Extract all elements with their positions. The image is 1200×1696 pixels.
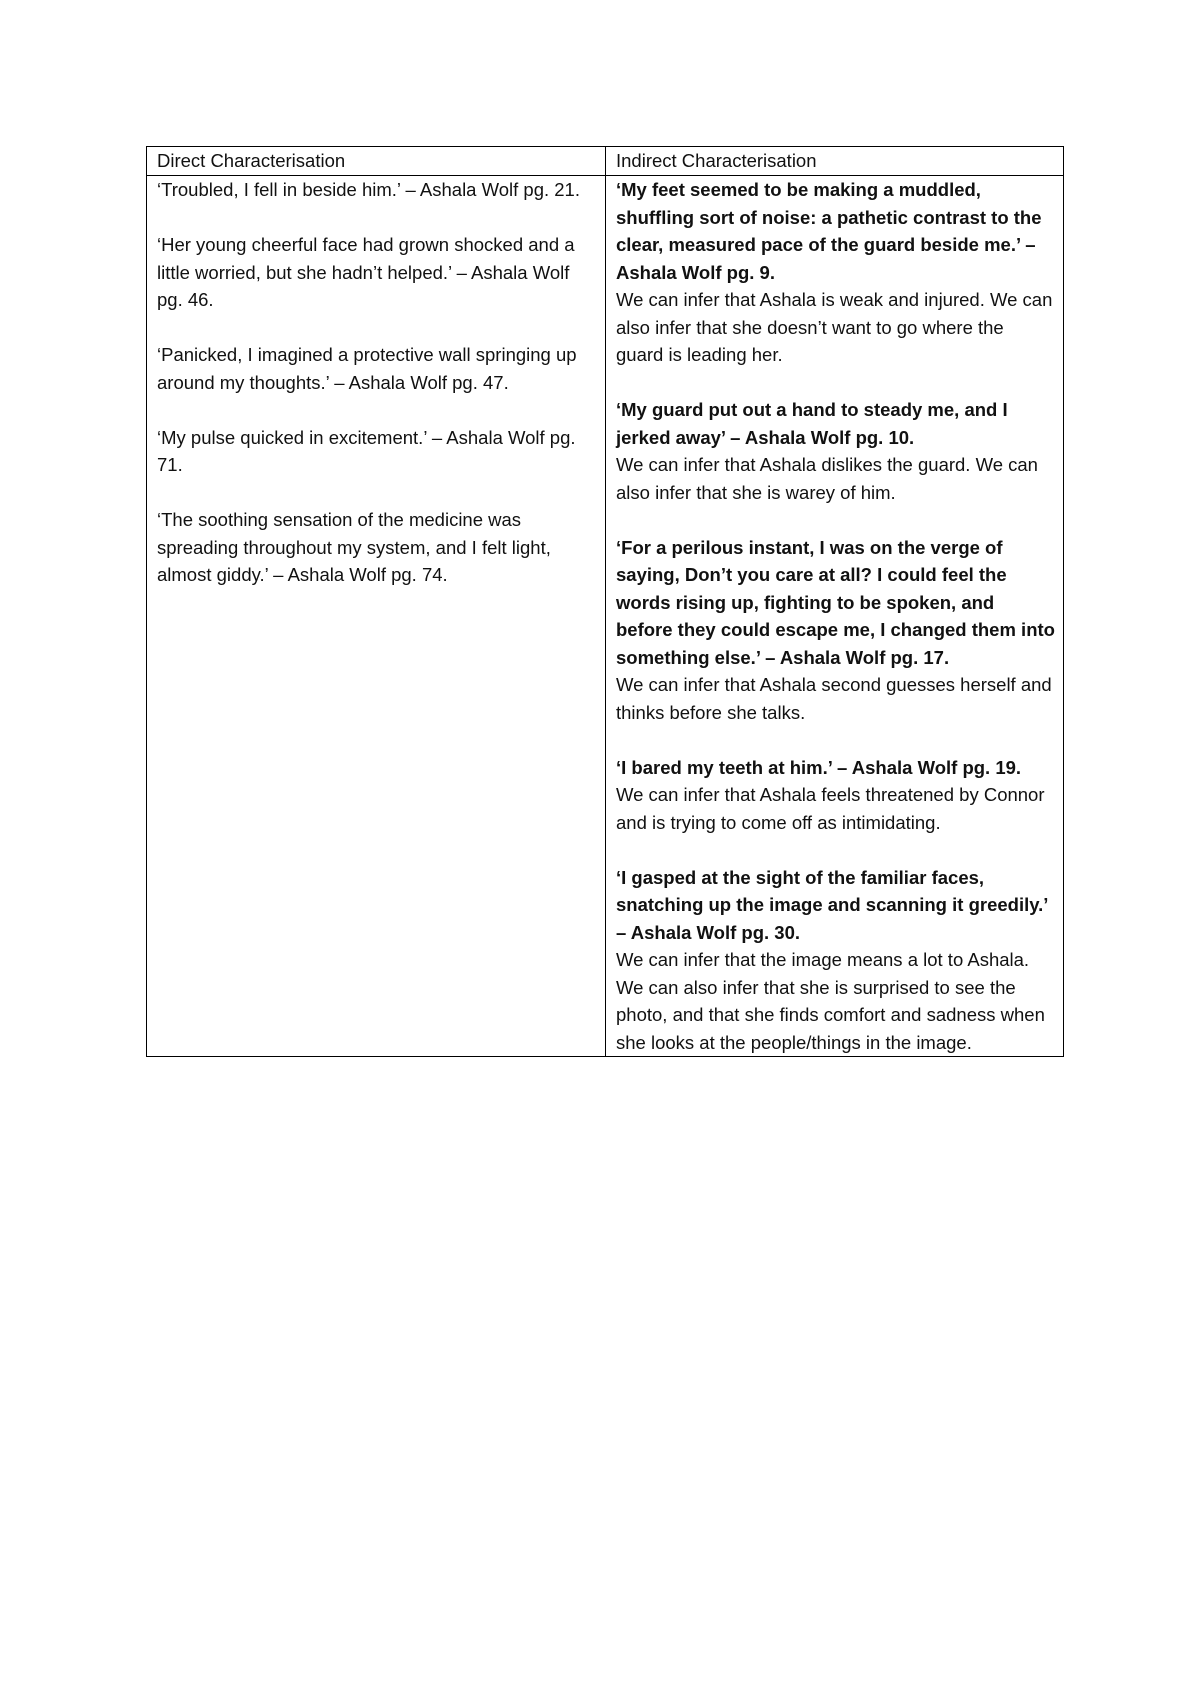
indirect-entry-4 xyxy=(616,754,1055,837)
table-row xyxy=(147,176,1064,1057)
characterisation-table xyxy=(146,146,1064,1057)
indirect-quote-1: ‘My feet seemed to be making a muddled, shuffling sort of noise: a pathetic contrast to the clear, measured pace of the guard beside me.’ – Ashala Wolf pg. 9. xyxy=(616,179,1042,283)
indirect-inference-1: We can infer that Ashala is weak and injured. We can also infer that she doesn’t want to go where the guard is leading her. xyxy=(616,289,1053,365)
indirect-entry-2 xyxy=(616,396,1055,506)
indirect-entry-3 xyxy=(616,534,1055,727)
direct-quote-5: ‘The soothing sensation of the medicine was spreading throughout my system, and I felt light, almost giddy.’ – Ashala Wolf pg. 74. xyxy=(157,509,551,585)
indirect-inference-2: We can infer that Ashala dislikes the guard. We can also infer that she is warey of him. xyxy=(616,454,1038,503)
indirect-quote-4: ‘I bared my teeth at him.’ – Ashala Wolf pg. 19. xyxy=(616,756,1022,778)
header-indirect-characterisation: Indirect Characterisation xyxy=(606,147,1064,176)
direct-quote-2: ‘Her young cheerful face had grown shocked and a little worried, but she hadn’t helped.’ – Ashala Wolf pg. 46. xyxy=(157,234,575,310)
direct-quote-1: ‘Troubled, I fell in beside him.’ – Ashala Wolf pg. 21. xyxy=(157,179,580,200)
indirect-inference-5: We can infer that the image means a lot to Ashala. We can also infer that she is surprised to see the photo, and that she finds comfort and sadness when she looks at the people/things in the image. xyxy=(616,949,1045,1053)
header-direct-characterisation: Direct Characterisation xyxy=(147,147,606,176)
direct-quote-3: ‘Panicked, I imagined a protective wall springing up around my thoughts.’ – Ashala Wolf pg. 47. xyxy=(157,344,577,393)
direct-characterisation-cell xyxy=(147,176,606,1057)
indirect-entry-5 xyxy=(616,864,1055,1057)
indirect-inference-4: We can infer that Ashala feels threatened by Connor and is trying to come off as intimidating. xyxy=(616,784,1045,833)
indirect-quote-2: ‘My guard put out a hand to steady me, and I jerked away’ – Ashala Wolf pg. 10. xyxy=(616,399,1008,448)
table-header-row xyxy=(147,147,1064,176)
indirect-quote-5: ‘I gasped at the sight of the familiar faces, snatching up the image and scanning it greedily.’ – Ashala Wolf pg. 30. xyxy=(616,866,1048,943)
indirect-quote-3: ‘For a perilous instant, I was on the verge of saying, Don’t you care at all? I could feel the words rising up, fighting to be spoken, and before they could escape me, I changed them into something else.’ – Ashala Wolf pg. 17. xyxy=(616,536,1055,668)
direct-quote-4: ‘My pulse quicked in excitement.’ – Ashala Wolf pg. 71. xyxy=(157,426,576,475)
indirect-inference-3: We can infer that Ashala second guesses herself and thinks before she talks. xyxy=(616,674,1052,723)
indirect-entry-1 xyxy=(616,176,1055,369)
indirect-characterisation-cell xyxy=(606,176,1064,1057)
